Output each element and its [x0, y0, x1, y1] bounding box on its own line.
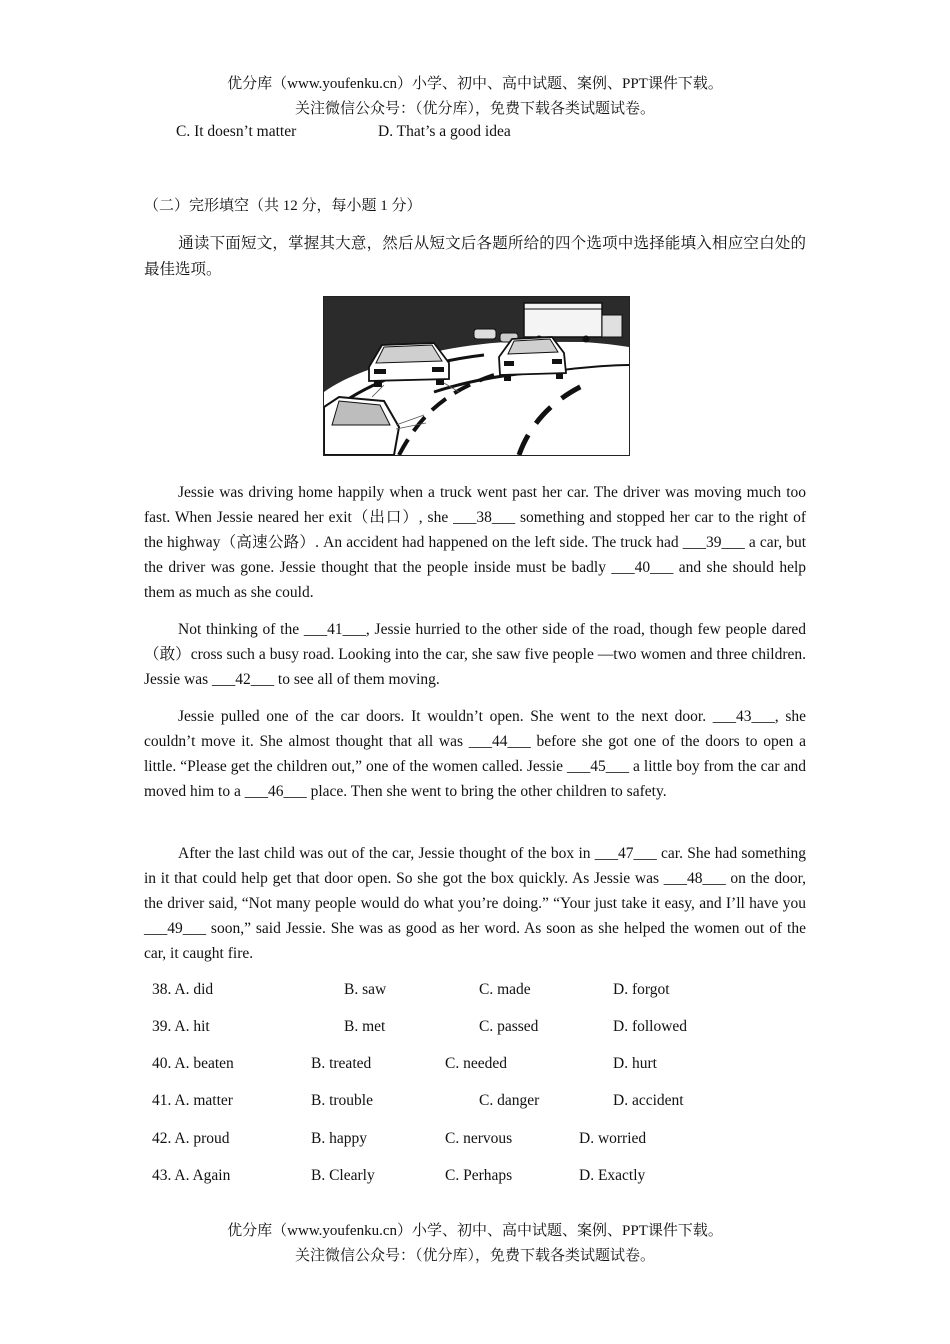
section-instruction	[144, 231, 806, 283]
question-38-option-b: B. saw	[344, 981, 387, 998]
question-40-option-d: D. hurt	[613, 1055, 657, 1072]
section-title: （二）完形填空（共 12 分，每小题 1 分）	[144, 198, 422, 214]
question-38-option-c: C. made	[479, 981, 531, 998]
question-43-option-b: B. Clearly	[311, 1167, 375, 1184]
question-40-option-c: C. needed	[445, 1055, 507, 1072]
passage-paragraph-2	[144, 617, 806, 692]
question-39-option-c: C. passed	[479, 1018, 539, 1035]
passage-paragraph-2-text: Not thinking of the ___41___, Jessie hurried to the other side of the road, though few people dared（敢）cross such a busy road. Looking into the car, she saw five people —two women and three children. Jessie was ___42___ to see all of them moving.	[144, 621, 806, 688]
question-42-option-d: D. worried	[579, 1130, 647, 1147]
question-38-option-d: D. forgot	[613, 981, 670, 998]
question-39-option-d: D. followed	[613, 1018, 688, 1035]
question-41-option-a: 41. A. matter	[152, 1092, 233, 1109]
passage-paragraph-3	[144, 704, 806, 804]
passage-paragraph-1-text: Jessie was driving home happily when a truck went past her car. The driver was moving much too fast. When Jessie neared her exit（出口）, she ___38___ something and stopped her car to the right of the highway（高速公路）. An accident had happened on the left side. The truck had ___39___ a car, but the driver was gone. Jessie thought that the people inside must be badly ___40___ and she should help them as much as she could.	[144, 484, 806, 601]
question-41-option-b: B. trouble	[311, 1092, 373, 1109]
prev-option-d: D. That’s a good idea	[378, 123, 511, 140]
section-instruction-text: 通读下面短文，掌握其大意，然后从短文后各题所给的四个选项中选择能填入相应空白处的最佳选项。	[144, 235, 806, 278]
question-39-option-b: B. met	[344, 1018, 386, 1035]
question-43-option-c: C. Perhaps	[445, 1167, 513, 1184]
header-line-1: 优分库（www.youfenku.cn）小学、初中、高中试题、案例、PPT课件下载。	[227, 76, 723, 92]
question-38-option-a: 38. A. did	[152, 981, 214, 998]
question-40	[0, 1053, 950, 1075]
passage-paragraph-1	[144, 480, 806, 605]
highway-illustration	[323, 296, 630, 456]
question-42-option-a: 42. A. proud	[152, 1130, 230, 1147]
header-line-2: 关注微信公众号：（优分库），免费下载各类试题试卷。	[294, 101, 655, 117]
passage-paragraph-3-text: Jessie pulled one of the car doors. It wouldn’t open. She went to the next door. ___43___, she couldn’t move it. She almost thought that all was ___44___ before she got one of the doors to open a little. “Please get the children out,” one of the women called. Jessie ___45___ a little boy from the car and moved him to a ___46___ place. Then she went to bring the other children to safety.	[144, 708, 806, 800]
highway-illustration-svg	[324, 297, 629, 455]
footer-line-2: 关注微信公众号：（优分库），免费下载各类试题试卷。	[294, 1248, 655, 1264]
passage-paragraph-4	[144, 841, 806, 966]
question-40-option-b: B. treated	[311, 1055, 372, 1072]
question-43-option-a: 43. A. Again	[152, 1167, 231, 1184]
question-39-option-a: 39. A. hit	[152, 1018, 210, 1035]
question-42	[0, 1128, 950, 1150]
question-42-option-c: C. nervous	[445, 1130, 513, 1147]
question-40-option-a: 40. A. beaten	[152, 1055, 234, 1072]
question-42-option-b: B. happy	[311, 1130, 367, 1147]
prev-option-c: C. It doesn’t matter	[176, 123, 297, 140]
question-41-option-d: D. accident	[613, 1092, 684, 1109]
question-41-option-c: C. danger	[479, 1092, 540, 1109]
question-41	[0, 1090, 950, 1112]
question-43-option-d: D. Exactly	[579, 1167, 646, 1184]
question-38	[0, 979, 950, 1001]
passage-paragraph-4-text: After the last child was out of the car, Jessie thought of the box in ___47___ car. She had something in it that could help get that door open. So she got the box quickly. As Jessie was ___48___ on the door, the driver said, “Not many people would do what you’re doing.” “Your just take it easy, and I’ll have you ___49___ soon,” said Jessie. She was as good as her word. As soon as she helped the women out of the car, it caught fire.	[144, 845, 806, 962]
question-39	[0, 1016, 950, 1038]
question-43	[0, 1165, 950, 1187]
footer-line-1: 优分库（www.youfenku.cn）小学、初中、高中试题、案例、PPT课件下载。	[227, 1223, 723, 1239]
